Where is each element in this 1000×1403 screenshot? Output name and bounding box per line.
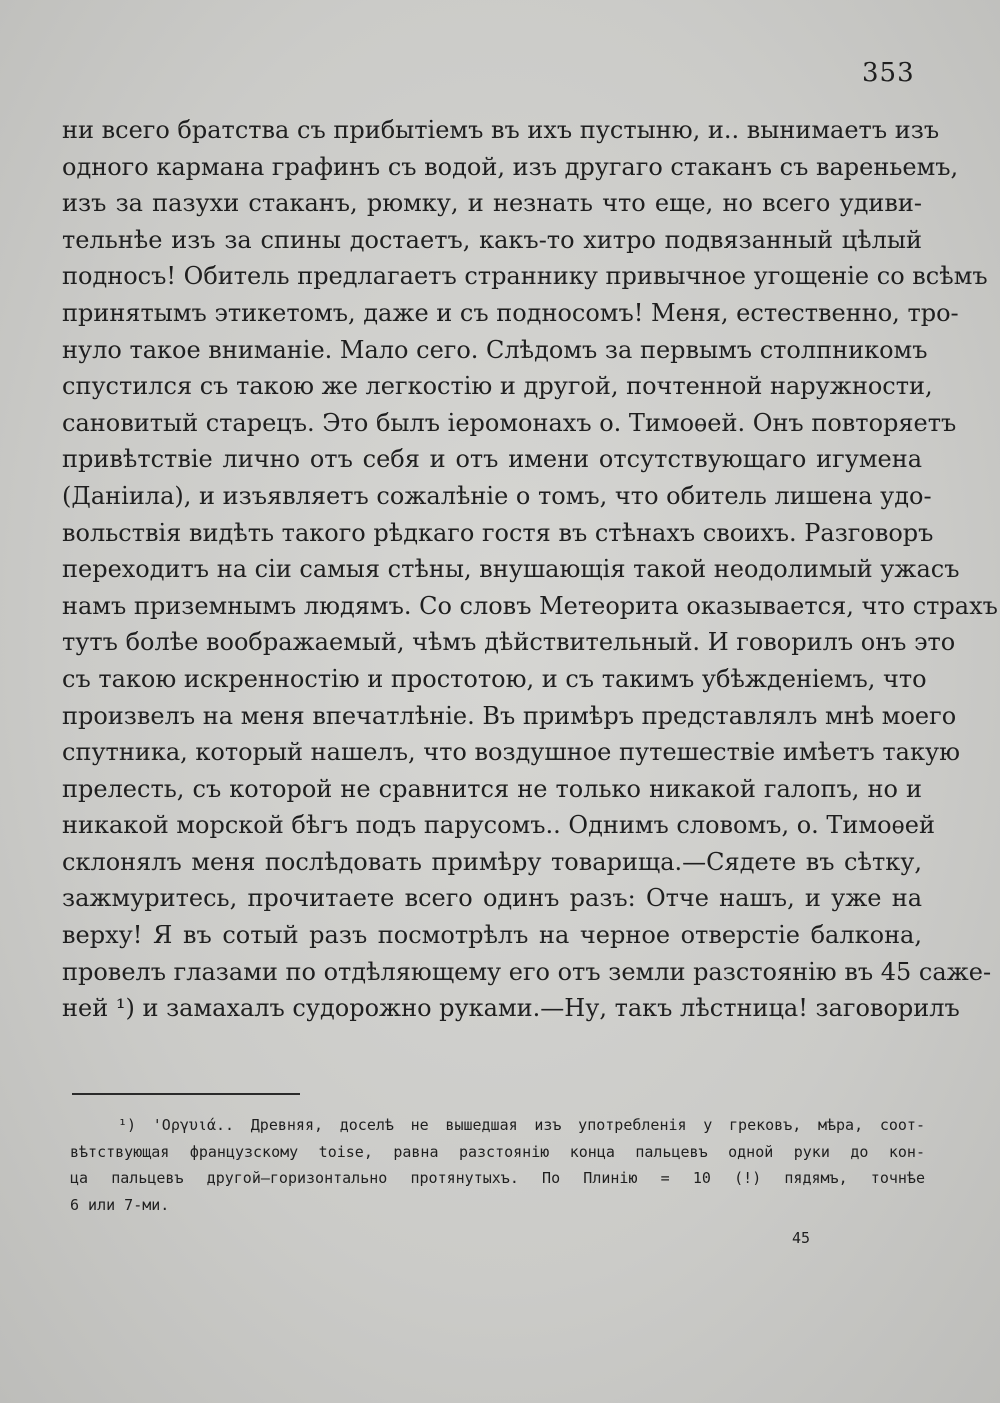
text-line-2: одного кармана графинъ съ водой, изъ другаго стаканъ съ вареньемъ, (62, 152, 959, 181)
text-line-10: привѣтствіе лично отъ себя и отъ имени отсутствующаго игумена (62, 445, 922, 474)
text-line-3: изъ за пазухи стаканъ, рюмку, и незнать что еще, но всего удиви- (62, 189, 922, 218)
text-line-8: спустился съ такою же легкостію и другой, почтенной наружности, (62, 372, 933, 401)
footnotes (70, 1112, 925, 1218)
main-text (62, 112, 998, 1027)
text-line-5: подносъ! Обитель предлагаетъ страннику привычное угощеніе со всѣмъ (62, 262, 988, 291)
footnote-line-2: вѣтствующая французскому toise, равна разстоянію конца пальцевъ одной руки до кон- (70, 1142, 925, 1161)
text-line-11: (Даніила), и изъявляетъ сожалѣніе о томъ, что обитель лишена удо- (62, 481, 932, 510)
text-line-24: провелъ глазами по отдѣляющему его отъ земли разстоянію въ 45 саже- (62, 957, 992, 986)
text-line-9: сановитый старецъ. Это былъ іеромонахъ о. Тимоѳей. Онъ повторяетъ (62, 408, 957, 437)
text-line-22: зажмуритесь, прочитаете всего одинъ разъ: Отче нашъ, и уже на (62, 884, 922, 913)
footnote-line-4: 6 или 7-ми. (70, 1195, 170, 1214)
text-line-4: тельнѣе изъ за спины достаетъ, какъ-то хитро подвязанный цѣлый (62, 225, 922, 254)
text-line-7: нуло такое вниманіе. Мало сего. Слѣдомъ за первымъ столпникомъ (62, 335, 928, 364)
text-line-1: ни всего братства съ прибытіемъ въ ихъ пустыню, и.. вынимаетъ изъ (62, 116, 940, 144)
text-line-12: вольствія видѣть такого рѣдкаго гостя въ стѣнахъ своихъ. Разговоръ (62, 518, 934, 547)
text-line-14: намъ приземнымъ людямъ. Со словъ Метеорита оказывается, что страхъ (62, 591, 998, 620)
text-line-20: никакой морской бѣгъ подъ парусомъ.. Однимъ словомъ, о. Тимоѳей (62, 811, 935, 840)
text-line-25: ней ¹) и замахалъ судорожно руками.—Ну, такъ лѣстница! заговорилъ (62, 994, 960, 1023)
footnote-line-3: ца пальцевъ другой—горизонтально протянутыхъ. По Плинію = 10 (!) пядямъ, точнѣе (70, 1169, 925, 1187)
text-line-19: прелесть, съ которой не сравнится не только никакой галопъ, но и (62, 774, 922, 803)
text-line-6: принятымъ этикетомъ, даже и съ подносомъ! Меня, естественно, тро- (62, 298, 959, 327)
footnote-separator (72, 1093, 300, 1095)
text-line-16: съ такою искренностію и простотою, и съ такимъ убѣжденіемъ, что (62, 664, 927, 693)
footnote-line-1: ¹) 'Οργυιά.. Древняя, доселѣ не вышедшая изъ употребленія у грековъ, мѣра, соот- (118, 1116, 925, 1134)
text-line-17: произвелъ на меня впечатлѣніе. Въ примѣръ представлялъ мнѣ моего (62, 701, 957, 730)
text-line-15: тутъ болѣе воображаемый, чѣмъ дѣйствительный. И говорилъ онъ это (62, 628, 956, 657)
text-line-13: переходитъ на сіи самыя стѣны, внушающія такой неодолимый ужасъ (62, 555, 960, 584)
page-number: 353 (862, 58, 915, 88)
text-line-21: склонялъ меня послѣдовать примѣру товарища.—Сядете въ сѣтку, (62, 847, 922, 876)
text-line-18: спутника, который нашелъ, что воздушное путешествіе имѣетъ такую (62, 738, 960, 767)
text-line-23: верху! Я въ сотый разъ посмотрѣлъ на черное отверстіе балкона, (62, 921, 922, 950)
signature-mark: 45 (792, 1229, 811, 1247)
